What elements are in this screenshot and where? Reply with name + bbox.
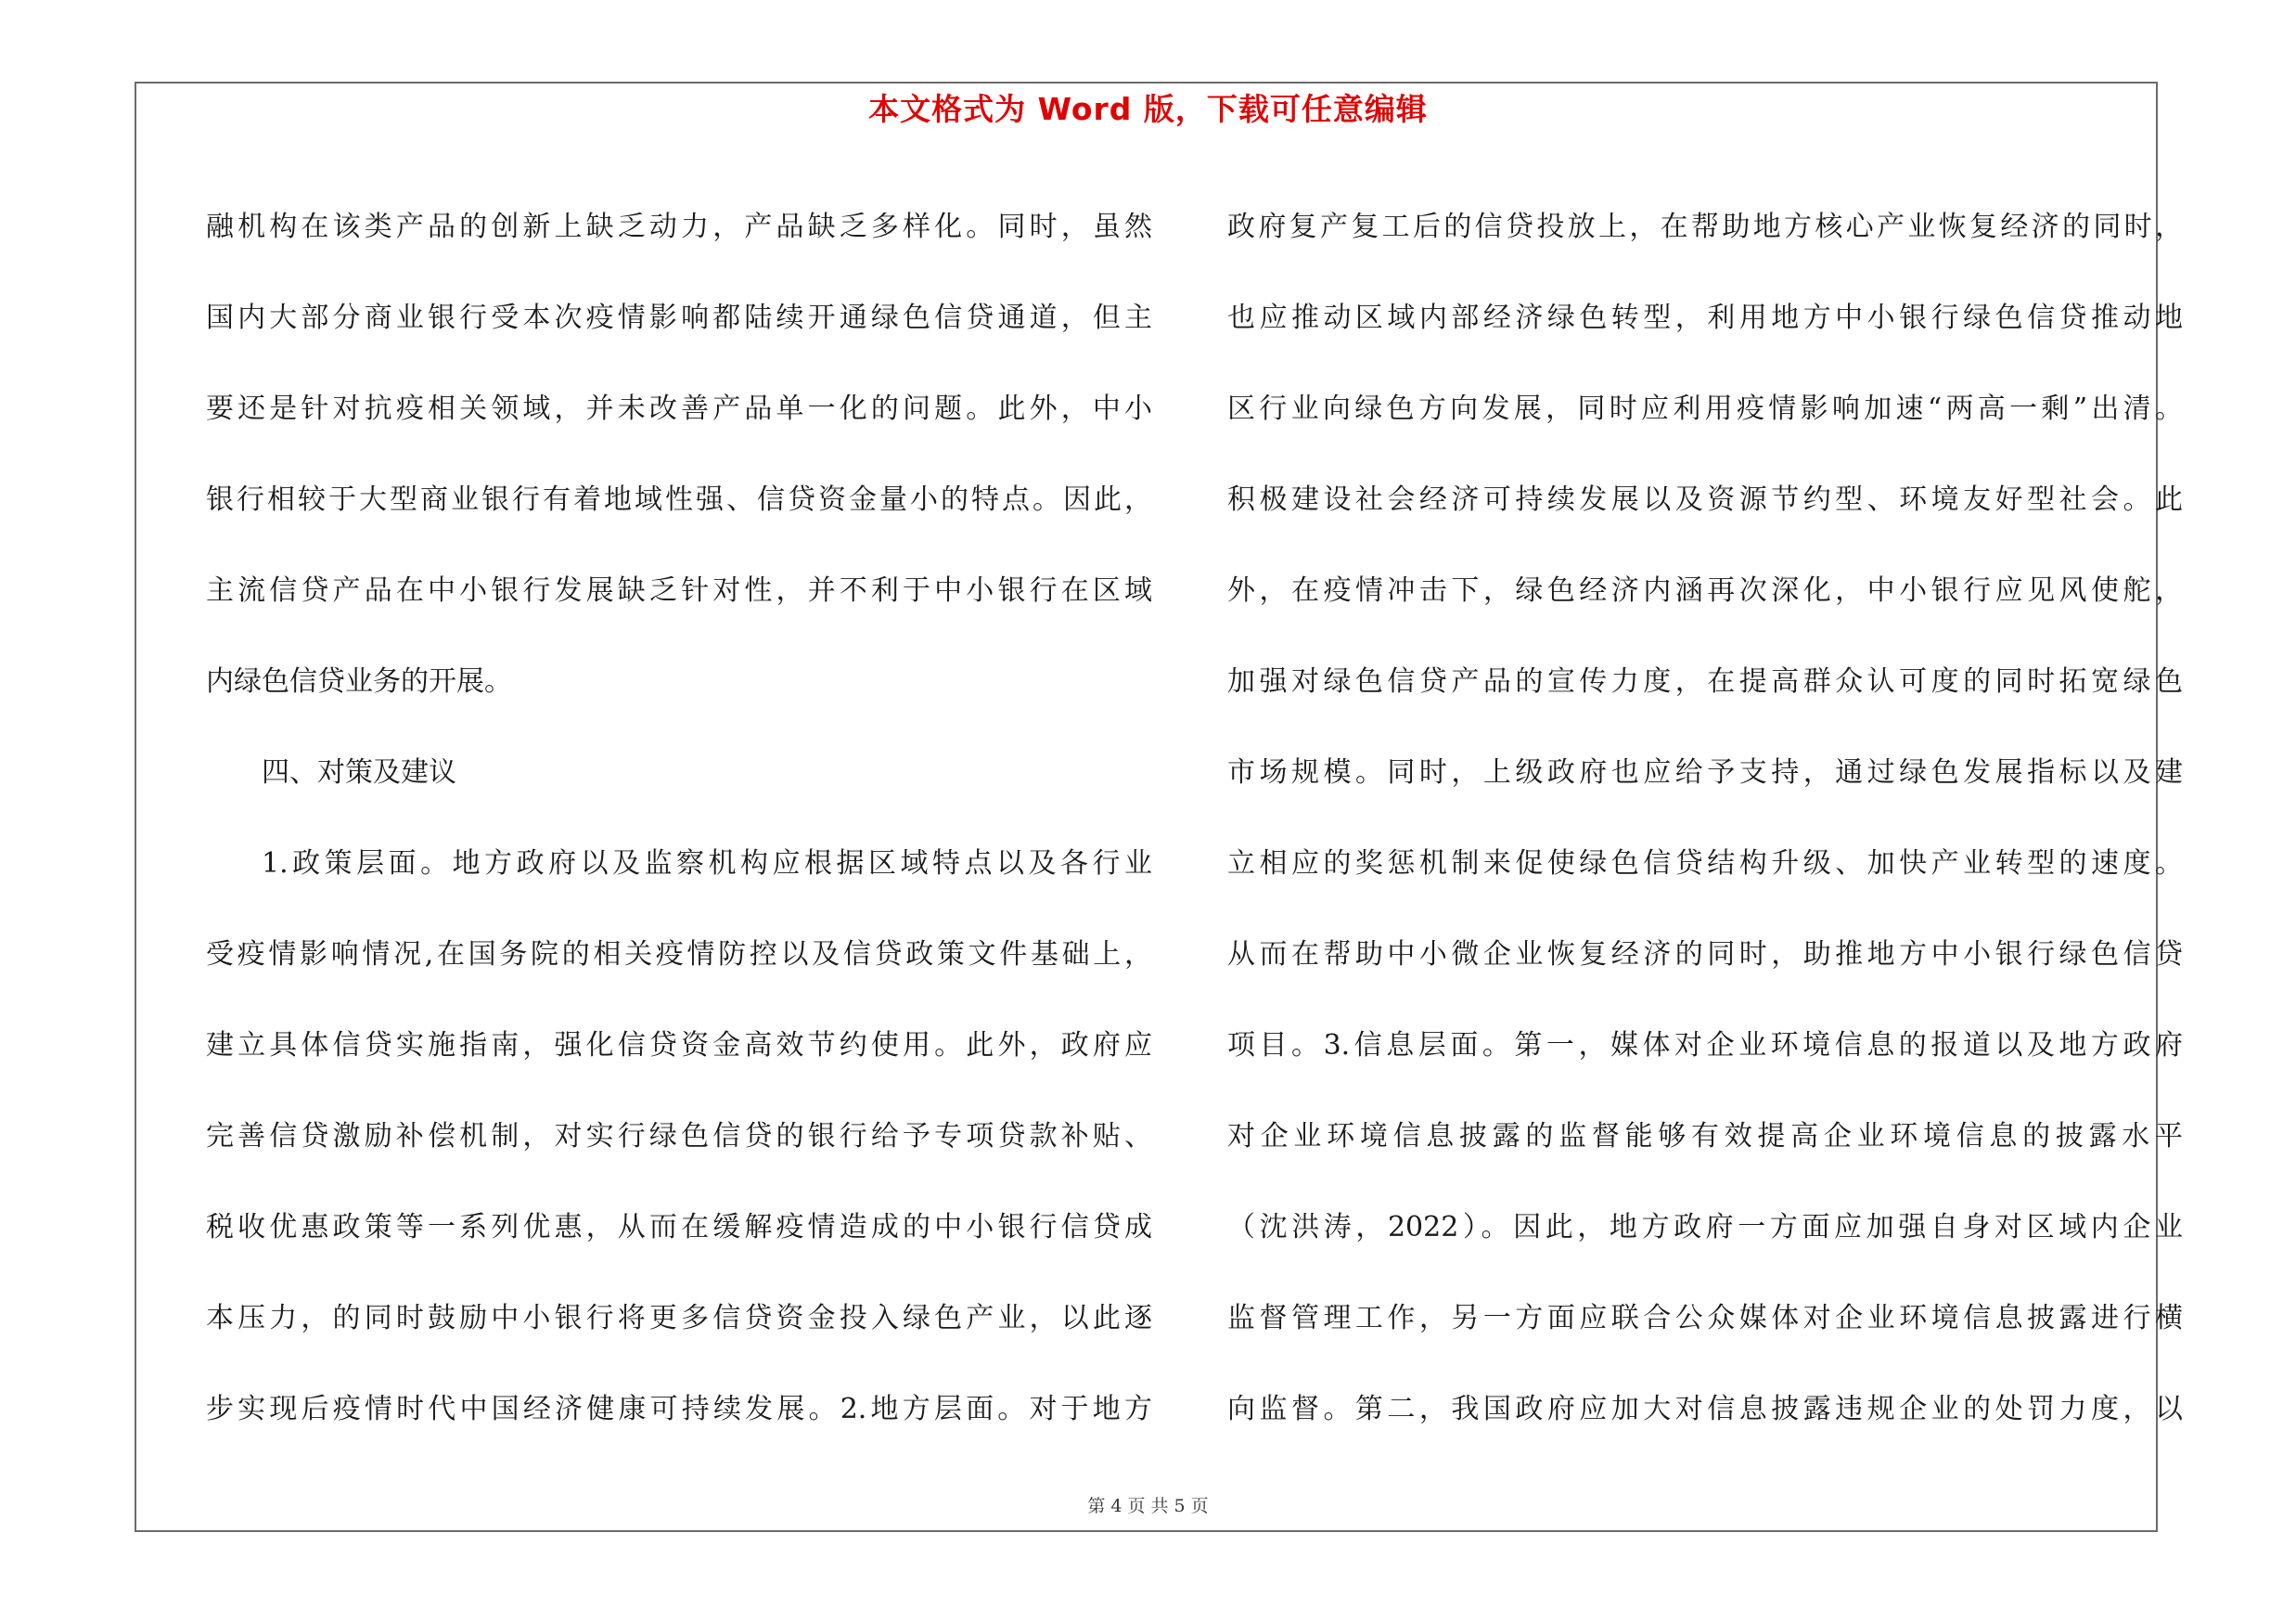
text-line: 银行相较于大型商业银行有着地域性强、信贷资金量小的特点。因此， <box>206 483 1152 516</box>
footer-suffix: 页 <box>1190 1496 1209 1516</box>
text-line: 区行业向绿色方向发展，同时应利用疫情影响加速“两高一剩”出清。 <box>1227 393 2183 425</box>
text-line: 1.政策层面。地方政府以及监察机构应根据区域特点以及各行业 <box>262 847 1152 880</box>
text-line: 受疫情影响情况,在国务院的相关疫情防控以及信贷政策文件基础上， <box>206 938 1152 971</box>
total-page-number: 5 <box>1174 1496 1186 1516</box>
header-banner: 本文格式为 Word 版，下载可任意编辑 <box>868 91 1428 127</box>
text-line: 积极建设社会经济可持续发展以及资源节约型、环境友好型社会。此 <box>1227 483 2183 516</box>
text-line: 步实现后疫情时代中国经济健康可持续发展。2.地方层面。对于地方 <box>206 1393 1152 1425</box>
text-line: 向监督。第二，我国政府应加大对信息披露违规企业的处罚力度，以 <box>1227 1393 2183 1425</box>
text-line: 主流信贷产品在中小银行发展缺乏针对性，并不利于中小银行在区域 <box>206 574 1152 607</box>
text-line: 内绿色信贷业务的开展。 <box>206 665 512 698</box>
text-line: 也应推动区域内部经济绿色转型，利用地方中小银行绿色信贷推动地 <box>1227 302 2183 334</box>
text-line: 本压力，的同时鼓励中小银行将更多信贷资金投入绿色产业，以此逐 <box>206 1302 1152 1334</box>
footer-prefix: 第 <box>1087 1496 1106 1516</box>
text-line: 项目。3.信息层面。第一，媒体对企业环境信息的报道以及地方政府 <box>1227 1029 2183 1062</box>
text-line: 建立具体信贷实施指南，强化信贷资金高效节约使用。此外，政府应 <box>206 1029 1152 1062</box>
text-line: 要还是针对抗疫相关领域，并未改善产品单一化的问题。此外，中小 <box>206 393 1152 425</box>
text-line: 市场规模。同时，上级政府也应给予支持，通过绿色发展指标以及建 <box>1227 756 2183 789</box>
text-line: 加强对绿色信贷产品的宣传力度，在提高群众认可度的同时拓宽绿色 <box>1227 665 2183 698</box>
text-line: 外，在疫情冲击下，绿色经济内涵再次深化，中小银行应见风使舵， <box>1227 574 2183 607</box>
section-heading: 四、对策及建议 <box>262 756 456 789</box>
text-line: 国内大部分商业银行受本次疫情影响都陆续开通绿色信贷通道，但主 <box>206 302 1152 334</box>
right-text-column <box>1227 182 2183 1455</box>
text-line: 融机构在该类产品的创新上缺乏动力，产品缺乏多样化。同时，虽然 <box>206 211 1152 243</box>
text-line: 政府复产复工后的信贷投放上，在帮助地方核心产业恢复经济的同时， <box>1227 211 2183 243</box>
text-line: 税收优惠政策等一系列优惠，从而在缓解疫情造成的中小银行信贷成 <box>206 1211 1152 1243</box>
text-line: 从而在帮助中小微企业恢复经济的同时，助推地方中小银行绿色信贷 <box>1227 938 2183 971</box>
current-page-number: 4 <box>1110 1496 1122 1516</box>
text-line: 对企业环境信息披露的监督能够有效提高企业环境信息的披露水平 <box>1227 1120 2183 1153</box>
text-line: 监督管理工作，另一方面应联合公众媒体对企业环境信息披露进行横 <box>1227 1302 2183 1334</box>
text-line: （沈洪涛，2022）。因此，地方政府一方面应加强自身对区域内企业 <box>1227 1211 2183 1243</box>
footer-middle: 页 共 <box>1127 1496 1169 1516</box>
left-text-column <box>206 182 1152 1455</box>
page-number-footer <box>0 1492 2296 1517</box>
text-line: 完善信贷激励补偿机制，对实行绿色信贷的银行给予专项贷款补贴、 <box>206 1120 1152 1153</box>
text-line: 立相应的奖惩机制来促使绿色信贷结构升级、加快产业转型的速度。 <box>1227 847 2183 880</box>
